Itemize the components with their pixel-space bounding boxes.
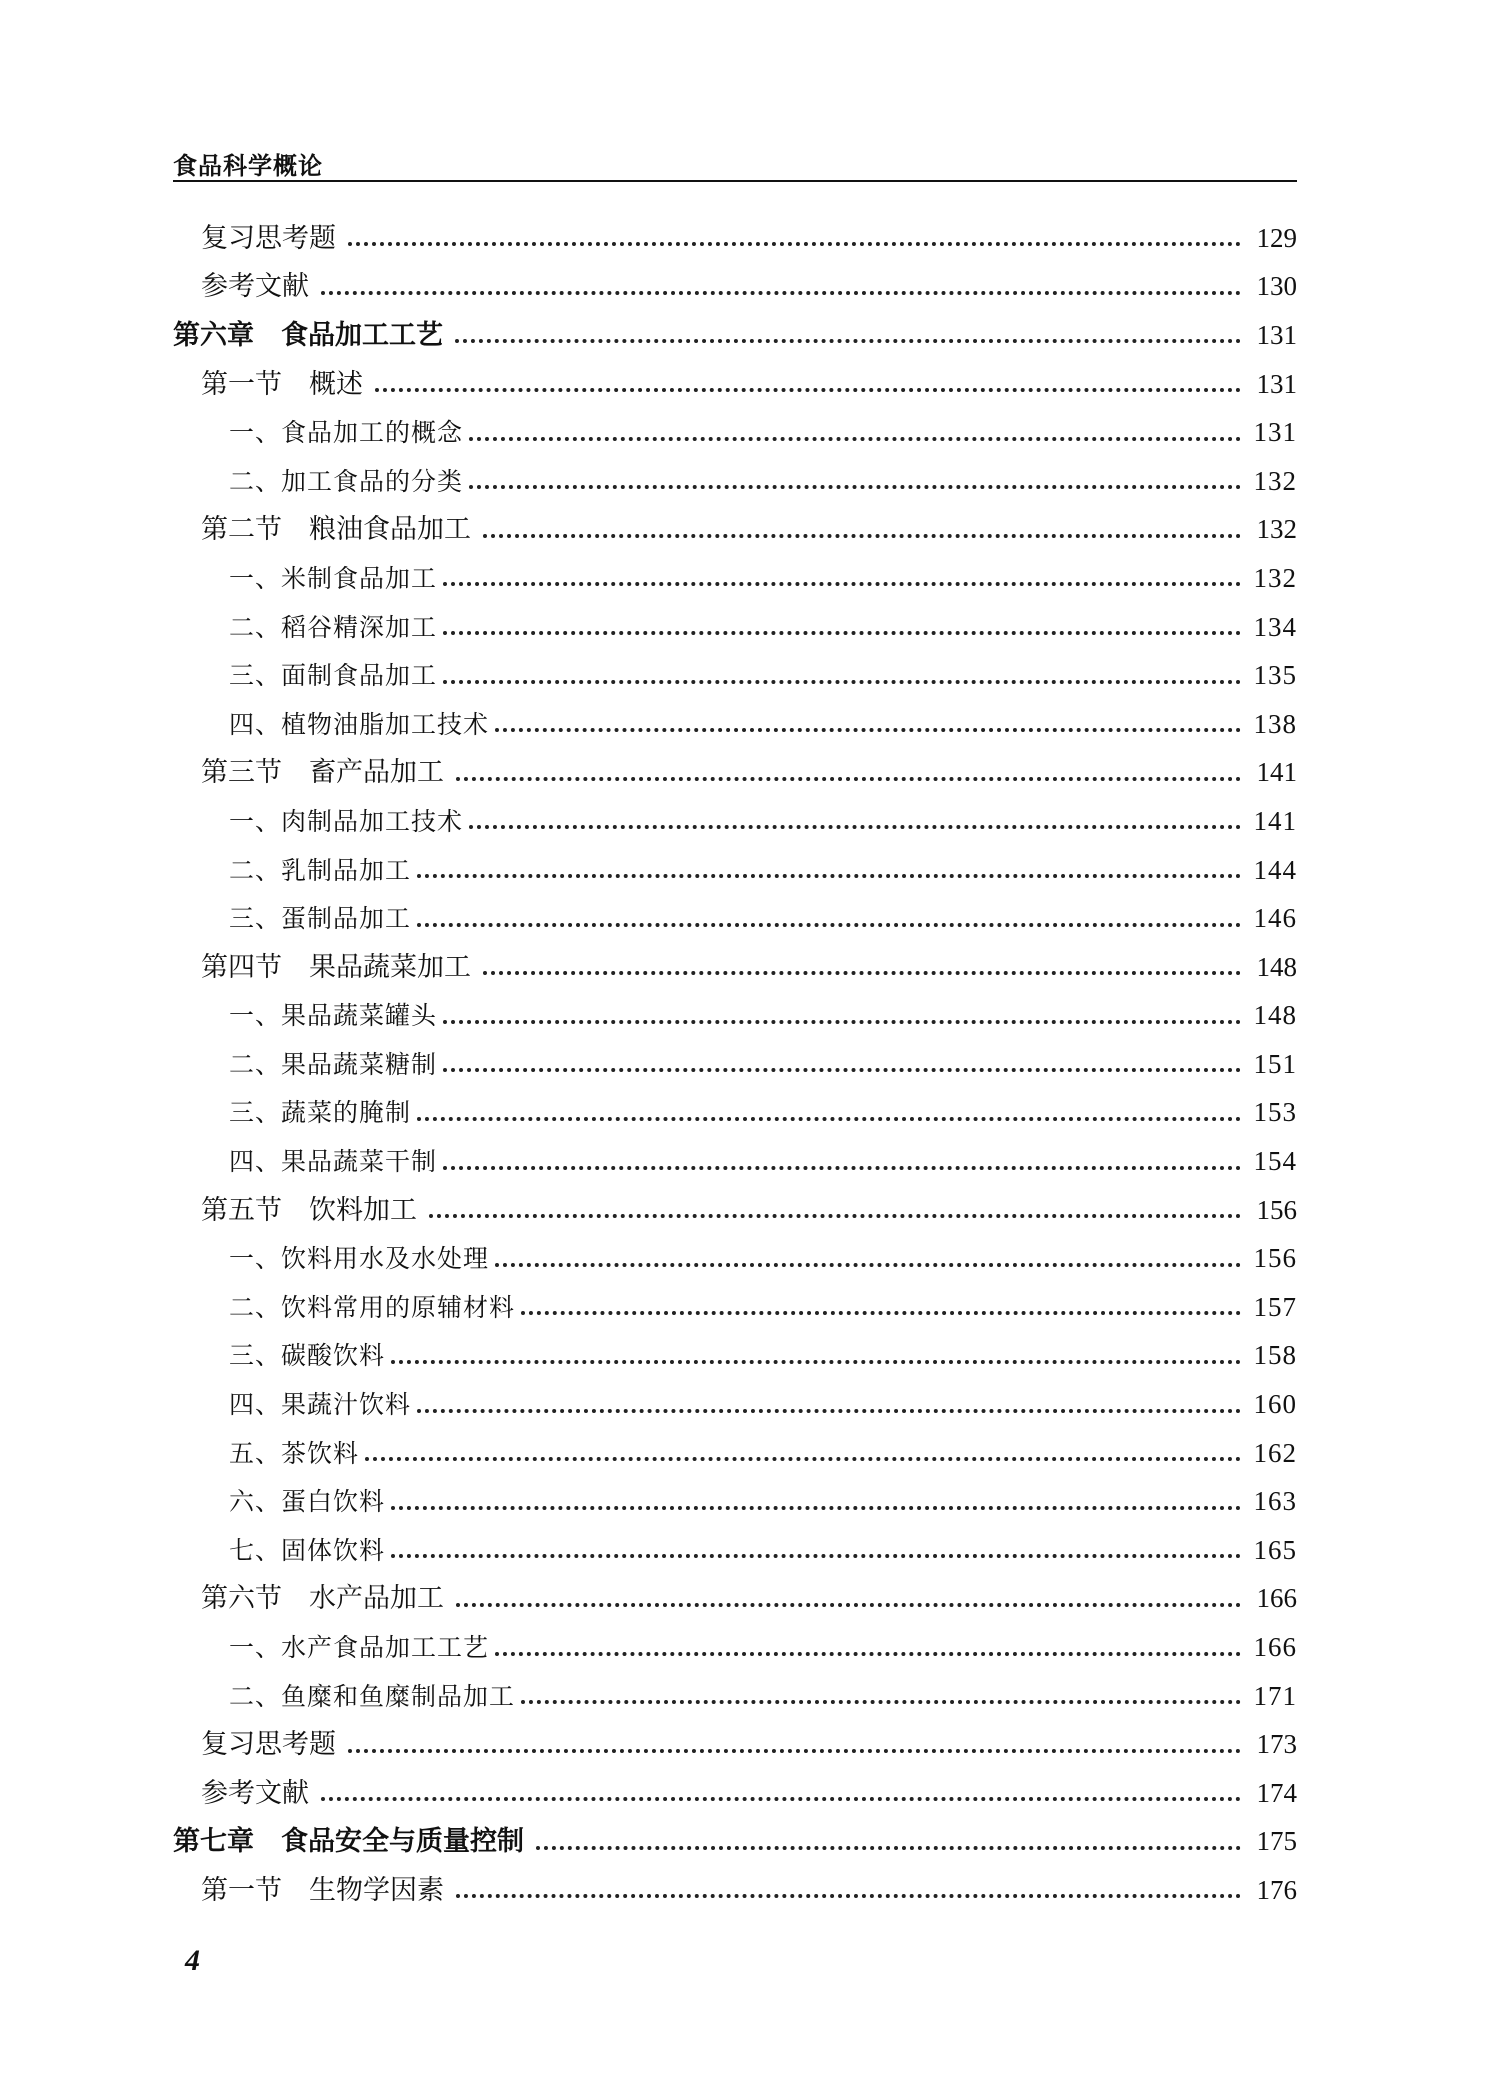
toc-entry-section[interactable] — [173, 506, 1297, 555]
toc-entry-sub[interactable] — [173, 1380, 1297, 1429]
toc-entry-sub[interactable] — [173, 554, 1297, 603]
dot-leader — [483, 971, 1241, 975]
toc-entry-page: 175 — [1256, 1826, 1297, 1857]
toc-entry-sub[interactable] — [173, 992, 1297, 1041]
dot-leader — [455, 339, 1241, 343]
toc-entry-page: 131 — [1256, 368, 1297, 399]
toc-entry-page: 141 — [1256, 757, 1297, 788]
dot-leader — [521, 1311, 1241, 1315]
toc-entry-title: 一、饮料用水及水处理 — [229, 1244, 490, 1274]
toc-entry-sub[interactable] — [173, 797, 1297, 846]
toc-entry-title: 二、加工食品的分类 — [229, 466, 464, 496]
toc-entry-title: 三、蛋制品加工 — [229, 904, 412, 934]
toc-entry-title: 二、果品蔬菜糖制 — [229, 1049, 438, 1079]
toc-entry-page: 148 — [1253, 1000, 1297, 1031]
dot-leader — [456, 1603, 1241, 1607]
dot-leader — [429, 1214, 1241, 1218]
toc-entry-title: 第六章 食品加工工艺 — [173, 319, 443, 351]
book-title: 食品科学概论 — [173, 152, 323, 180]
toc-entry-title: 三、碳酸饮料 — [229, 1341, 386, 1371]
toc-entry-page: 166 — [1253, 1632, 1297, 1663]
toc-entry-title: 一、米制食品加工 — [229, 563, 438, 593]
dot-leader — [417, 1117, 1241, 1121]
dot-leader — [321, 291, 1241, 295]
dot-leader — [348, 1749, 1241, 1753]
dot-leader — [365, 1457, 1241, 1461]
toc-entry-page: 174 — [1256, 1777, 1297, 1808]
dot-leader — [321, 1797, 1241, 1801]
toc-entry-title: 二、饮料常用的原辅材料 — [229, 1292, 516, 1322]
dot-leader — [443, 631, 1241, 635]
toc-entry-page: 146 — [1253, 903, 1297, 934]
toc-entry-section[interactable] — [173, 360, 1297, 409]
toc-entry-title: 二、鱼糜和鱼糜制品加工 — [229, 1681, 516, 1711]
toc-entry-title: 五、茶饮料 — [229, 1438, 360, 1468]
dot-leader — [469, 485, 1241, 489]
toc-entry-title: 三、蔬菜的腌制 — [229, 1098, 412, 1128]
toc-entry-title: 复习思考题 — [201, 1729, 336, 1761]
dot-leader — [495, 1652, 1241, 1656]
toc-entry-section[interactable] — [173, 1769, 1297, 1818]
toc-entry-page: 132 — [1256, 514, 1297, 545]
toc-entry-sub[interactable] — [173, 457, 1297, 506]
toc-entry-section[interactable] — [173, 1866, 1297, 1915]
toc-entry-title: 七、固体饮料 — [229, 1535, 386, 1565]
toc-entry-title: 第一节 生物学因素 — [201, 1874, 444, 1906]
toc-entry-sub[interactable] — [173, 1234, 1297, 1283]
toc-entry-section[interactable] — [173, 1720, 1297, 1769]
toc-entry-title: 一、食品加工的概念 — [229, 418, 464, 448]
toc-entry-section[interactable] — [173, 943, 1297, 992]
toc-entry-page: 153 — [1253, 1097, 1297, 1128]
toc-entry-section[interactable] — [173, 263, 1297, 312]
dot-leader — [417, 923, 1241, 927]
toc-entry-title: 四、果蔬汁饮料 — [229, 1390, 412, 1420]
toc-entry-page: 165 — [1253, 1534, 1297, 1565]
toc-entry-page: 144 — [1253, 854, 1297, 885]
toc-entry-sub[interactable] — [173, 408, 1297, 457]
toc-entry-page: 162 — [1253, 1437, 1297, 1468]
toc-entry-sub[interactable] — [173, 1623, 1297, 1672]
toc-entry-page: 141 — [1253, 805, 1297, 836]
toc-entry-page: 151 — [1253, 1048, 1297, 1079]
toc-entry-page: 132 — [1253, 562, 1297, 593]
toc-entry-sub[interactable] — [173, 1089, 1297, 1138]
toc-entry-sub[interactable] — [173, 1283, 1297, 1332]
toc-entry-page: 156 — [1253, 1243, 1297, 1274]
toc-entry-page: 156 — [1256, 1194, 1297, 1225]
dot-leader — [469, 825, 1241, 829]
toc-entry-chapter[interactable] — [173, 311, 1297, 360]
toc-entry-sub[interactable] — [173, 700, 1297, 749]
toc-entry-sub[interactable] — [173, 1526, 1297, 1575]
dot-leader — [417, 1409, 1241, 1413]
toc-entry-sub[interactable] — [173, 1332, 1297, 1381]
toc-entry-title: 四、植物油脂加工技术 — [229, 709, 490, 739]
toc-entry-page: 129 — [1256, 222, 1297, 253]
toc-entry-page: 138 — [1253, 708, 1297, 739]
toc-entry-page: 148 — [1256, 951, 1297, 982]
dot-leader — [521, 1700, 1241, 1704]
toc-entry-page: 135 — [1253, 660, 1297, 691]
toc-entry-page: 158 — [1253, 1340, 1297, 1371]
dot-leader — [495, 1263, 1241, 1267]
toc-entry-title: 第七章 食品安全与质量控制 — [173, 1826, 524, 1858]
toc-entry-title: 三、面制食品加工 — [229, 661, 438, 691]
dot-leader — [456, 777, 1241, 781]
dot-leader — [391, 1506, 1241, 1510]
dot-leader — [375, 388, 1241, 392]
running-header — [173, 146, 1297, 182]
dot-leader — [443, 1068, 1241, 1072]
toc-entry-title: 二、乳制品加工 — [229, 855, 412, 885]
toc-entry-title: 复习思考题 — [201, 222, 336, 254]
toc-entry-sub[interactable] — [173, 603, 1297, 652]
toc-entry-page: 157 — [1253, 1291, 1297, 1322]
dot-leader — [456, 1894, 1241, 1898]
dot-leader — [348, 242, 1241, 246]
dot-leader — [443, 1166, 1241, 1170]
toc-entry-title: 六、蛋白饮料 — [229, 1487, 386, 1517]
toc-entry-sub[interactable] — [173, 651, 1297, 700]
toc-entry-sub[interactable] — [173, 1429, 1297, 1478]
page-number: 4 — [185, 1944, 200, 1977]
toc-entry-page: 173 — [1256, 1729, 1297, 1760]
dot-leader — [443, 1020, 1241, 1024]
toc-entry-sub[interactable] — [173, 846, 1297, 895]
toc-entry-title: 参考文献 — [201, 271, 309, 303]
toc-entry-section[interactable] — [173, 1575, 1297, 1624]
toc-entry-title: 第五节 饮料加工 — [201, 1194, 417, 1226]
toc-entry-section[interactable] — [173, 1186, 1297, 1235]
toc-entry-page: 131 — [1253, 417, 1297, 448]
toc-entry-page: 171 — [1253, 1680, 1297, 1711]
toc-entry-section[interactable] — [173, 749, 1297, 798]
toc-entry-title: 四、果品蔬菜干制 — [229, 1147, 438, 1177]
toc-entry-page: 163 — [1253, 1486, 1297, 1517]
toc-entry-sub[interactable] — [173, 1477, 1297, 1526]
toc-entry-title: 一、肉制品加工技术 — [229, 806, 464, 836]
dot-leader — [391, 1554, 1241, 1558]
toc-entry-page: 166 — [1256, 1583, 1297, 1614]
toc-entry-title: 一、水产食品加工工艺 — [229, 1633, 490, 1663]
toc-entry-title: 第一节 概述 — [201, 368, 363, 400]
toc-entry-page: 131 — [1256, 319, 1297, 350]
toc-entry-sub[interactable] — [173, 1040, 1297, 1089]
toc-entry-page: 134 — [1253, 611, 1297, 642]
toc-entry-page: 130 — [1256, 271, 1297, 302]
dot-leader — [417, 874, 1241, 878]
toc-entry-title: 第六节 水产品加工 — [201, 1583, 444, 1615]
toc-entry-page: 154 — [1253, 1146, 1297, 1177]
dot-leader — [443, 680, 1241, 684]
toc-entry-title: 第二节 粮油食品加工 — [201, 514, 471, 546]
toc-entry-chapter[interactable] — [173, 1818, 1297, 1867]
dot-leader — [469, 437, 1241, 441]
dot-leader — [495, 728, 1241, 732]
dot-leader — [391, 1360, 1241, 1364]
toc-entry-title: 第四节 果品蔬菜加工 — [201, 951, 471, 983]
toc-entry-sub[interactable] — [173, 894, 1297, 943]
toc-entry-sub[interactable] — [173, 1137, 1297, 1186]
dot-leader — [536, 1846, 1241, 1850]
toc-entry-title: 二、稻谷精深加工 — [229, 612, 438, 642]
toc-entry-title: 第三节 畜产品加工 — [201, 757, 444, 789]
dot-leader — [443, 582, 1241, 586]
toc-entry-page: 176 — [1256, 1874, 1297, 1905]
toc-entry-page: 132 — [1253, 465, 1297, 496]
dot-leader — [483, 534, 1241, 538]
toc-entry-sub[interactable] — [173, 1672, 1297, 1721]
table-of-contents — [173, 214, 1297, 1915]
toc-entry-section[interactable] — [173, 214, 1297, 263]
toc-entry-page: 160 — [1253, 1389, 1297, 1420]
toc-entry-title: 一、果品蔬菜罐头 — [229, 1001, 438, 1031]
toc-entry-title: 参考文献 — [201, 1777, 309, 1809]
